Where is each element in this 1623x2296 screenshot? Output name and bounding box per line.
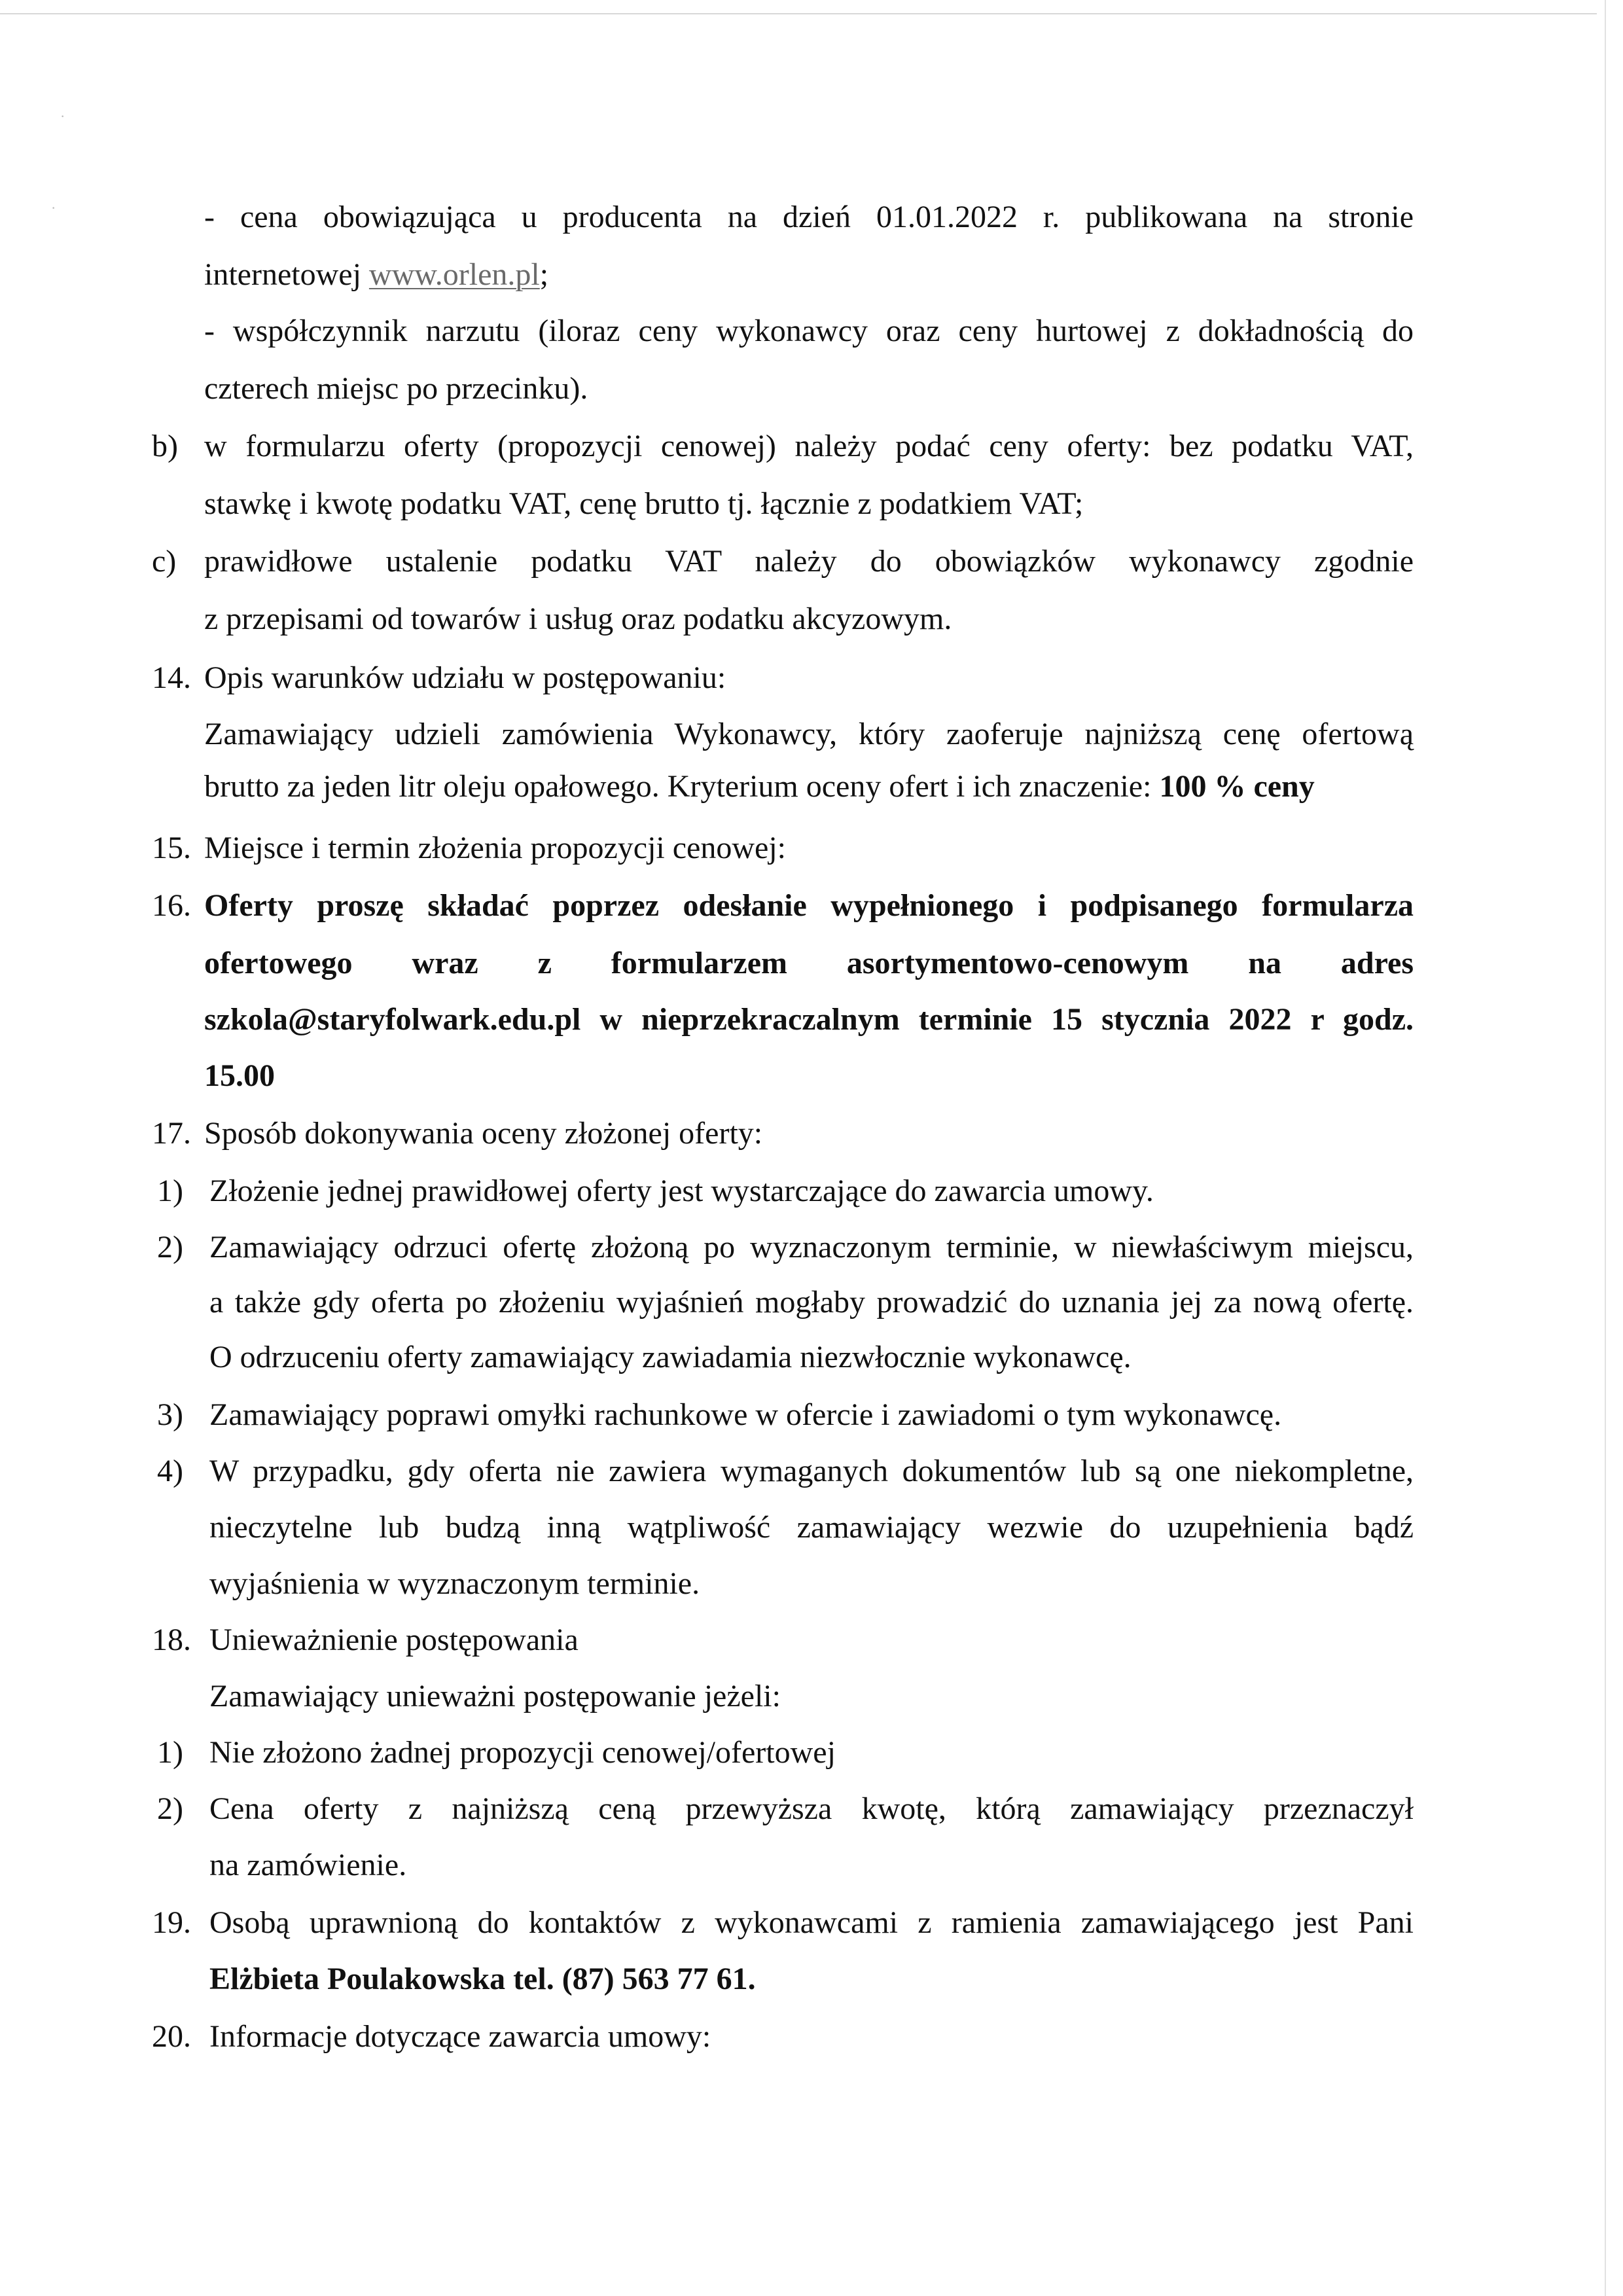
scan-speck-mark: ·: [60, 108, 65, 124]
section-14-heading: Opis warunków udziału w postępowaniu:: [204, 660, 726, 695]
item-c-text-cont: z przepisami od towarów i usług oraz podatku akcyzowym.: [204, 601, 952, 636]
section-number-15: 15.: [152, 831, 191, 865]
section-17-heading: Sposób dokonywania oceny złożonej oferty:: [204, 1116, 763, 1151]
list-marker-17-2: 2): [157, 1230, 183, 1265]
item-b-text: w formularzu oferty (propozycji cenowej) należy podać ceny oferty: bez podatku VAT,: [204, 429, 1414, 463]
scan-speck-mark: ·: [51, 200, 56, 216]
section-number-16: 16.: [152, 888, 191, 923]
markup-line: - współczynnik narzutu (iloraz ceny wykonawcy oraz ceny hurtowej z dokładnością do: [204, 314, 1414, 348]
item-marker-c: c): [152, 544, 177, 579]
section-16-text-cont: ofertowego wraz z formularzem asortymentowo-cenowym na adres: [204, 946, 1414, 980]
section-17-item-2-cont: a także gdy oferta po złożeniu wyjaśnień mogłaby prowadzić do uznania jej za nową ofertę.: [209, 1285, 1414, 1319]
section-17-item-2: Zamawiający odrzuci ofertę złożoną po wyznaczonym terminie, w niewłaściwym miejscu,: [209, 1230, 1414, 1265]
section-17-item-2-cont2: O odrzuceniu oferty zamawiający zawiadamia niezwłocznie wykonawcę.: [209, 1340, 1132, 1374]
section-number-20: 20.: [152, 2019, 191, 2054]
section-number-14: 14.: [152, 660, 191, 695]
item-c-text: prawidłowe ustalenie podatku VAT należy do obowiązków wykonawcy zgodnie: [204, 544, 1414, 579]
section-16-text: Oferty proszę składać poprzez odesłanie wypełnionego i podpisanego formularza: [204, 888, 1414, 923]
section-17-item-1: Złożenie jednej prawidłowej oferty jest wystarczające do zawarcia umowy.: [209, 1174, 1154, 1208]
section-17-item-4-cont2: wyjaśnienia w wyznaczonym terminie.: [209, 1566, 700, 1601]
section-18-heading: Unieważnienie postępowania: [209, 1623, 579, 1657]
section-19-text: Osobą uprawnioną do kontaktów z wykonawcami z ramienia zamawiającego jest Pani: [209, 1905, 1414, 1940]
scan-right-edge: [1605, 0, 1606, 2296]
section-14-text: Zamawiający udzieli zamówienia Wykonawcy, który zaoferuje najniższą cenę ofertową: [204, 717, 1414, 751]
list-marker-17-4: 4): [157, 1454, 183, 1488]
section-number-18: 18.: [152, 1623, 191, 1657]
section-16-time: 15.00: [204, 1058, 275, 1093]
list-marker-17-3: 3): [157, 1397, 183, 1432]
section-20-heading: Informacje dotyczące zawarcia umowy:: [209, 2019, 711, 2054]
website-line: internetowej www.orlen.pl;: [204, 257, 549, 292]
section-18-intro: Zamawiający unieważni postępowanie jeżeli:: [209, 1679, 781, 1713]
orlen-link[interactable]: www.orlen.pl: [368, 257, 540, 292]
section-17-item-4-cont: nieczytelne lub budzą inną wątpliwość zamawiający wezwie do uzupełnienia bądź: [209, 1510, 1414, 1545]
section-number-19: 19.: [152, 1905, 191, 1940]
list-marker-18-1: 1): [157, 1735, 183, 1770]
section-18-item-1: Nie złożono żadnej propozycji cenowej/ofertowej: [209, 1735, 836, 1770]
section-18-item-2-cont: na zamówienie.: [209, 1848, 407, 1882]
section-number-17: 17.: [152, 1116, 191, 1151]
list-marker-17-1: 1): [157, 1174, 183, 1208]
section-18-item-2: Cena oferty z najniższą ceną przewyższa kwotę, którą zamawiający przeznaczył: [209, 1791, 1414, 1826]
section-17-item-4: W przypadku, gdy oferta nie zawiera wymaganych dokumentów lub są one niekompletne,: [209, 1454, 1414, 1488]
item-b-text-cont: stawkę i kwotę podatku VAT, cenę brutto tj. łącznie z podatkiem VAT;: [204, 486, 1084, 521]
item-marker-b: b): [152, 429, 178, 463]
criterion-value: 100 % ceny: [1159, 769, 1315, 804]
section-17-item-3: Zamawiający poprawi omyłki rachunkowe w ofercie i zawiadomi o tym wykonawcę.: [209, 1397, 1282, 1432]
list-marker-18-2: 2): [157, 1791, 183, 1826]
price-line: - cena obowiązująca u producenta na dzień 01.01.2022 r. publikowana na stronie: [204, 200, 1414, 234]
section-16-email-line: szkola@staryfolwark.edu.pl w nieprzekraczalnym terminie 15 stycznia 2022 r godz.: [204, 1002, 1414, 1037]
section-15-heading: Miejsce i termin złożenia propozycji cenowej:: [204, 831, 786, 865]
section-19-contact: Elżbieta Poulakowska tel. (87) 563 77 61.: [209, 1962, 756, 1996]
section-14-text-cont: brutto za jeden litr oleju opałowego. Kryterium oceny ofert i ich znaczenie: 100 % ceny: [204, 769, 1315, 804]
markup-line-cont: czterech miejsc po przecinku).: [204, 371, 588, 406]
scan-top-edge: [0, 13, 1597, 14]
